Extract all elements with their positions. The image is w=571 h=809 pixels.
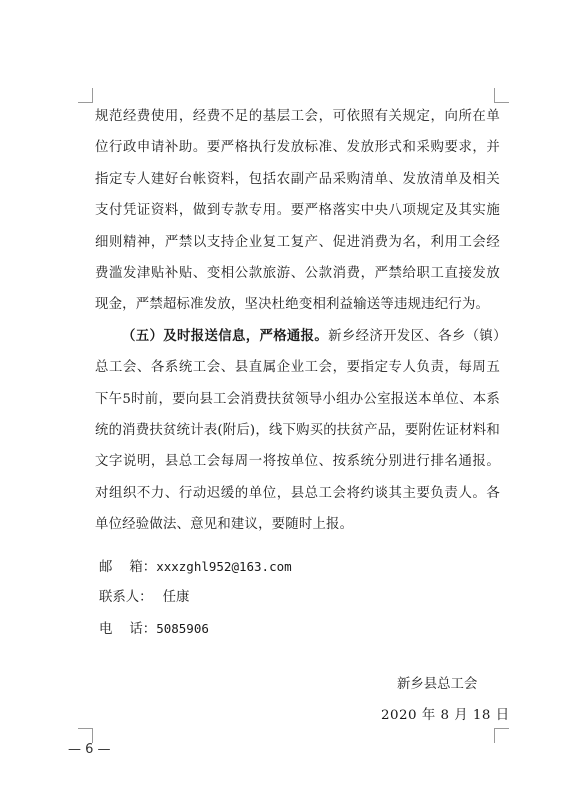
- contact-email-line: [99, 557, 292, 578]
- phone-value: 5085906: [156, 621, 209, 636]
- phone-label: 电 话：: [99, 622, 157, 637]
- contact-person-line: [99, 588, 189, 608]
- signature-organization: 新乡县总工会: [397, 677, 478, 692]
- person-label: 联系人：: [99, 590, 153, 605]
- document-body: [95, 101, 500, 541]
- email-label: 邮 箱：: [99, 560, 157, 575]
- email-value: xxxzghl952@163.com: [156, 559, 292, 574]
- contact-phone-line: [99, 619, 209, 640]
- crop-mark-bottom-left: [78, 728, 93, 743]
- crop-mark-bottom-right: [494, 728, 509, 743]
- page-number: — 6 —: [68, 742, 111, 757]
- person-value: 任康: [162, 590, 190, 605]
- section-heading: （五）及时报送信息，严格通报。: [122, 327, 329, 344]
- paragraph-reporting: [95, 321, 500, 541]
- crop-mark-top-left: [78, 88, 93, 103]
- paragraph-funding-rules: 规范经费使用，经费不足的基层工会，可依照有关规定，向所在单位行政申请补助。要严格执行发放标准、发放形式和采购要求，并指定专人建好台帐资料，包括农副产品采购清单、发放清单及相关支付凭证资料，做到专款专用。要严格落实中央八项规定及其实施细则精神，严禁以支持企业复工复产、促进消费为名，利用工会经费滥发津贴补贴、变相公款旅游、公款消费，严禁给职工直接发放现金，严禁超标准发放，坚决杜绝变相利益输送等违规违纪行为。: [95, 109, 500, 313]
- section-body: 新乡经济开发区、各乡（镇）总工会、各系统工会、县直属企业工会，要指定专人负责，每周五下午5时前，要向县工会消费扶贫领导小组办公室报送本单位、本系统的消费扶贫统计表(附后)，线下购买的扶贫产品，要附佐证材料和文字说明，县总工会每周一将按单位、按系统分别进行排名通报。对组织不力、行动迟缓的单位，县总工会将约谈其主要负责人。各单位经验做法、意见和建议，要随时上报。: [95, 328, 500, 533]
- signature-date: 2020 年 8 月 18 日: [381, 708, 510, 723]
